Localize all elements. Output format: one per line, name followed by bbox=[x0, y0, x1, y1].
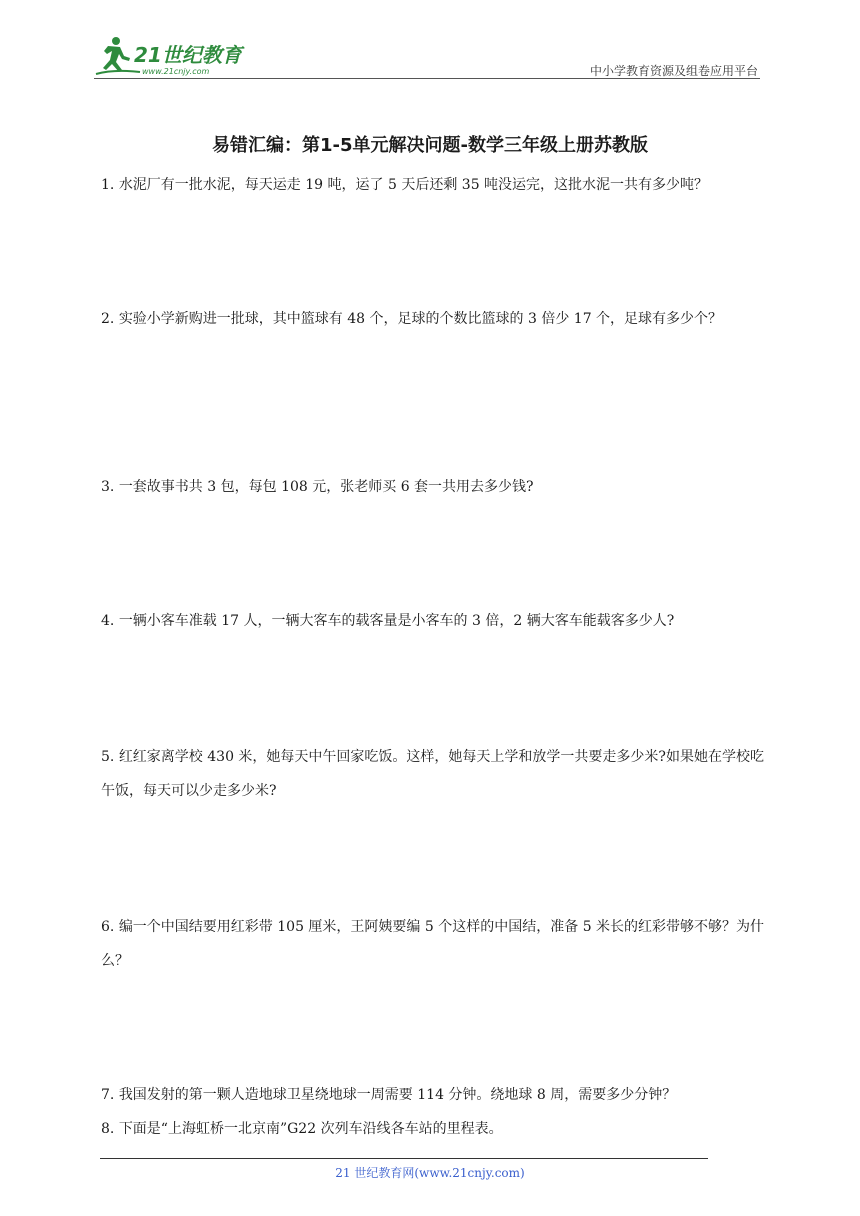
question-text: 一套故事书共 3 包，每包 108 元，张老师买 6 套一共用去多少钱? bbox=[118, 479, 534, 495]
question-number: 1. bbox=[101, 177, 115, 193]
question-number: 5. bbox=[101, 749, 115, 765]
question-text: 一辆小客车准载 17 人，一辆大客车的载客量是小客车的 3 倍，2 辆大客车能载客多少人? bbox=[118, 613, 675, 629]
question-4 bbox=[101, 604, 767, 638]
question-6 bbox=[101, 910, 767, 978]
question-text: 实验小学新购进一批球，其中篮球有 48 个，足球的个数比篮球的 3 倍少 17 个，足球有多少个？ bbox=[118, 311, 723, 327]
question-text: 我国发射的第一颗人造地球卫星绕地球一周需要 114 分钟。绕地球 8 周，需要多少分钟？ bbox=[118, 1087, 677, 1103]
question-2 bbox=[101, 302, 767, 336]
question-number: 7. bbox=[101, 1087, 115, 1103]
header-divider bbox=[94, 78, 760, 79]
question-number: 2. bbox=[101, 311, 115, 327]
question-text: 编一个中国结要用红彩带 105 厘米，王阿姨要编 5 个这样的中国结，准备 5 米长的红彩带够不够？为什么？ bbox=[101, 919, 765, 969]
question-1 bbox=[101, 168, 767, 202]
footer-divider bbox=[100, 1158, 708, 1159]
question-7 bbox=[101, 1078, 767, 1112]
logo bbox=[94, 36, 264, 76]
question-number: 4. bbox=[101, 613, 115, 629]
question-text: 下面是“上海虹桥一北京南”G22 次列车沿线各车站的里程表。 bbox=[118, 1121, 503, 1137]
logo-url-text: www.21cnjy.com bbox=[142, 67, 210, 76]
question-text: 水泥厂有一批水泥，每天运走 19 吨，运了 5 天后还剩 35 吨没运完，这批水泥一共有多少吨？ bbox=[118, 177, 709, 193]
question-number: 6. bbox=[101, 919, 115, 935]
document-title: 易错汇编：第1-5单元解决问题-数学三年级上册苏教版 bbox=[212, 135, 648, 156]
platform-name: 中小学教育资源及组卷应用平台 bbox=[589, 64, 758, 78]
question-text: 红红家离学校 430 米，她每天中午回家吃饭。这样，她每天上学和放学一共要走多少米?如果她在学校吃午饭，每天可以少走多少米? bbox=[101, 749, 764, 799]
page-header bbox=[94, 30, 760, 80]
question-5 bbox=[101, 740, 767, 808]
page-footer: 21 世纪教育网(www.21cnjy.com) bbox=[335, 1166, 525, 1180]
question-number: 3. bbox=[101, 479, 115, 495]
question-number: 8. bbox=[101, 1121, 115, 1137]
question-8 bbox=[101, 1112, 767, 1146]
logo-main-text: 21世纪教育 bbox=[134, 43, 242, 67]
question-3 bbox=[101, 470, 767, 504]
